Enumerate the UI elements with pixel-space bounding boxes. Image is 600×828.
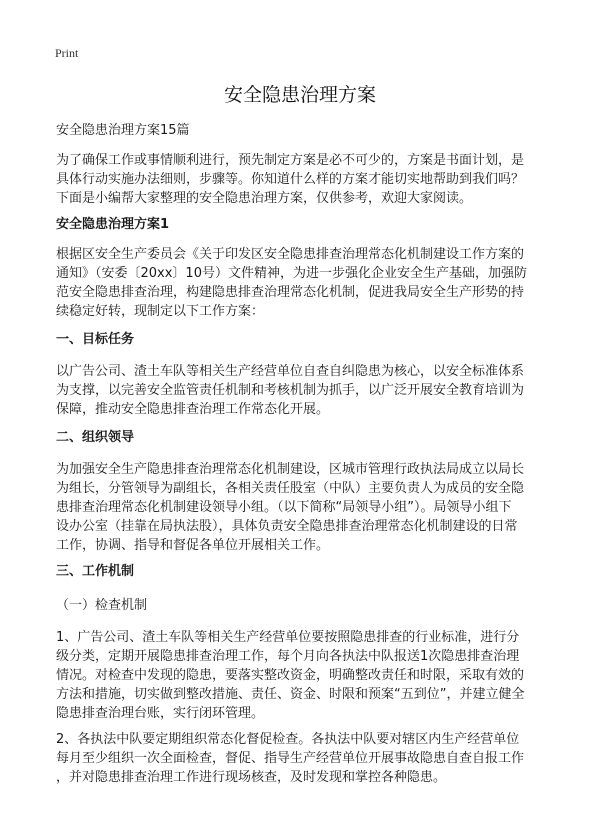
section1-paragraph [56,245,552,321]
check2-line-2: 每月至少组织一次全面检查，督促、指导生产经营单位开展事故隐患自查自报工作 [56,751,525,766]
org-heading [56,428,552,447]
goal-paragraph [56,362,552,419]
section1-line-4: 续稳定好转，现制定以下工作方案： [56,304,265,319]
check2-line-3: ，并对隐患排查治理工作进行现场核查，及时发现和掌控各种隐患。 [56,770,447,785]
org-line-1: 为加强安全生产隐患排查治理常态化机制建设，区城市管理行政执法局成立以局长 [56,462,525,477]
print-label: Print [55,46,79,60]
section1-heading [56,215,552,234]
goal-heading [56,330,552,349]
section1-line-3: 范安全隐患排查治理，构建隐患排查治理常态化机制，促进我局安全生产形势的持 [56,285,525,300]
org-line-4: 设办公室（挂靠在局执法股），具体负责安全隐患排查治理常态化机制建设的日常 [56,519,518,534]
check1-line-5: 隐患排查治理台账，实行闭环管理。 [56,706,265,721]
check1-line-4: 方法和措施，切实做到整改措施、责任、资金、时限和预案“五到位”，并建立健全 [56,687,525,702]
check2-paragraph [56,730,552,787]
intro-line-3: 下面是小编帮大家整理的安全隐患治理方案，仅供参考，欢迎大家阅读。 [56,191,473,206]
mech-heading-text: 三、工作机制 [56,564,135,579]
check1-line-3: 情况。对检查中发现的隐患，要落实整改资金，明确整改责任和时限，采取有效的 [56,668,525,683]
intro-paragraph [56,151,552,208]
document-subtitle [56,121,552,140]
check2-line-1: 2、各执法中队要定期组织常态化督促检查。各执法中队要对辖区内生产经营单位 [56,732,520,747]
goal-line-3: 保障，推动安全隐患排查治理工作常态化开展。 [56,402,330,417]
org-paragraph [56,460,552,555]
org-line-3: 患排查治理常态化机制建设领导小组。（以下简称“局领导小组”）。局领导小组下 [56,500,512,515]
document-title: 安全隐患治理方案 [223,84,376,106]
goal-line-1: 以广告公司、渣土车队等相关生产经营单位自查自纠隐患为核心，以安全标准体系 [56,364,525,379]
intro-line-2: 具体行动实施办法细则，步骤等。你知道什么样的方案才能切实地帮助到我们吗？ [56,172,525,187]
check-subheading-text: （一）检查机制 [56,598,148,613]
check1-paragraph [56,628,552,723]
check-subheading [56,596,552,615]
section1-line-2: 通知》（安委〔20xx〕10号）文件精神，为进一步强化企业安全生产基础，加强防 [56,266,527,281]
subtitle-line: 安全隐患治理方案15篇 [56,123,190,138]
goal-line-2: 为支撑，以完善安全监管责任机制和考核机制为抓手，以广泛开展安全教育培训为 [56,383,525,398]
section1-line-1: 根据区安全生产委员会《关于印发区安全隐患排查治理常态化机制建设工作方案的 [56,247,525,262]
goal-heading-text: 一、目标任务 [56,332,135,347]
section1-heading-text: 安全隐患治理方案1 [56,217,170,232]
org-line-2: 为组长，分管领导为副组长，各相关责任股室（中队）主要负责人为成员的安全隐 [56,481,525,496]
org-line-5: 工作，协调、指导和督促各单位开展相关工作。 [56,538,330,553]
check1-line-1: 1、广告公司、渣土车队等相关生产经营单位要按照隐患排查的行业标准，进行分 [56,630,520,645]
org-heading-text: 二、组织领导 [56,430,135,445]
intro-line-1: 为了确保工作或事情顺利进行，预先制定方案是必不可少的，方案是书面计划，是 [56,153,525,168]
check1-line-2: 级分类，定期开展隐患排查治理工作，每个月向各执法中队报送1次隐患排查治理 [56,649,520,664]
mech-heading [56,562,552,581]
